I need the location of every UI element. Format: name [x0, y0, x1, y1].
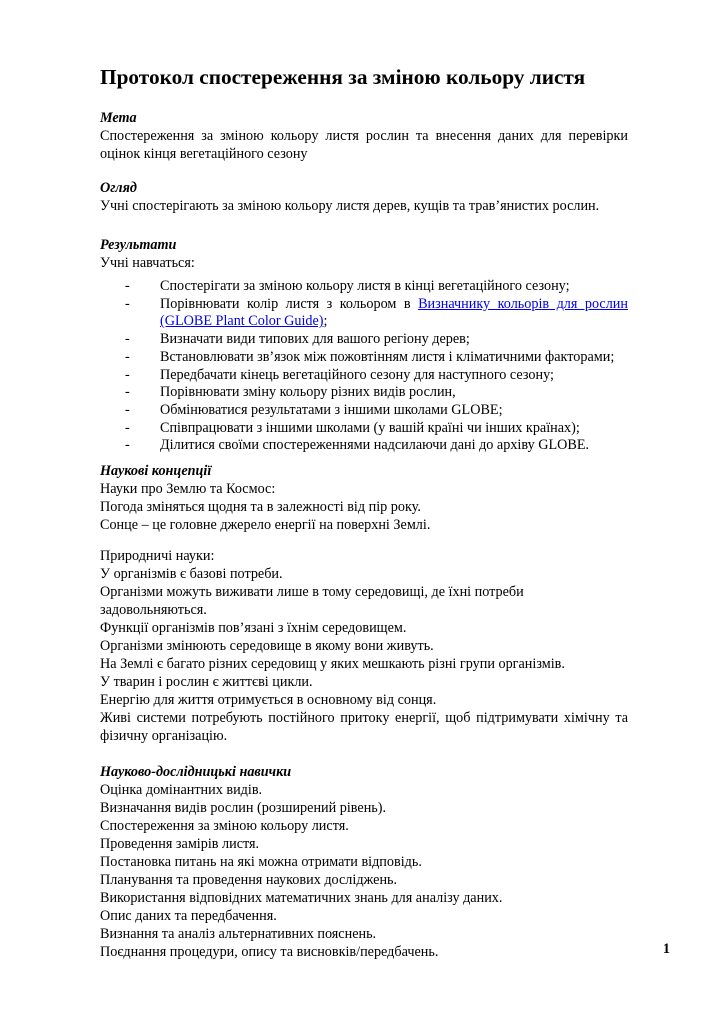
list-item: [100, 349, 628, 367]
text-line: На Землі є багато різних середовищ у яких мешкають різні групи організмів.: [100, 656, 565, 673]
bullet-text: Передбачати кінець вегетаційного сезону для наступного сезону;: [160, 366, 554, 383]
bullet-text: Співпрацювати з іншими школами (у вашій країні чи інших країнах);: [160, 419, 580, 436]
life-science-label: Природничі науки:: [100, 548, 215, 565]
bullet-marker: -: [125, 437, 130, 454]
text-line: Проведення замірів листя.: [100, 836, 260, 853]
bullet-text: Обмінюватися результатами з іншими школами GLOBE;: [160, 401, 503, 418]
bullet-text: Порівнювати зміну кольору різних видів рослин,: [160, 384, 456, 401]
text-line: Опис даних та передбачення.: [100, 908, 277, 925]
text-line: Планування та проведення наукових досліджень.: [100, 872, 398, 889]
bullet-marker: -: [125, 295, 130, 312]
text-line: Поєднання процедури, опису та висновків/передбачень.: [100, 944, 439, 961]
list-item: [100, 296, 628, 331]
results-list: [100, 278, 628, 455]
list-item: [100, 402, 628, 420]
bullet-text: Визначати види типових для вашого регіону дерев;: [160, 331, 470, 348]
section-heading-overview: Огляд: [100, 180, 137, 196]
list-item: [100, 278, 628, 296]
bullet-marker: -: [125, 278, 130, 294]
list-item: [100, 384, 628, 402]
text-line: Використання відповідних математичних знань для аналізу даних.: [100, 890, 503, 907]
text-line: Енергію для життя отримується в основному від сонця.: [100, 692, 437, 709]
bullet-text: [160, 296, 628, 331]
bullet-marker: -: [125, 331, 130, 348]
list-item: [100, 367, 628, 385]
text-line: Сонце – це головне джерело енергії на поверхні Землі.: [100, 517, 431, 534]
text-line: У тварин і рослин є життєві цикли.: [100, 674, 313, 691]
overview-paragraph: Учні спостерігають за зміною кольору листя дерев, кущів та трав’янистих рослин.: [100, 198, 600, 214]
text-line: Оцінка домінантних видів.: [100, 782, 263, 799]
document-content: [100, 64, 628, 961]
text-line: Визначання видів рослин (розширений рівень).: [100, 800, 387, 817]
meta-paragraph: Спостереження за зміною кольору листя рослин та внесення даних для перевірки оцінок кінця вегетаційного сезону: [100, 128, 628, 162]
text-line: Спостереження за зміною кольору листя.: [100, 818, 349, 835]
text-line: Організми можуть виживати лише в тому середовищі, де їхні потреби задовольняються.: [100, 584, 524, 619]
text-line: Постановка питань на які можна отримати відповідь.: [100, 854, 422, 871]
text-line: Погода зміняться щодня та в залежності від пір року.: [100, 499, 421, 516]
text-line: Організми змінюють середовище в якому вони живуть.: [100, 638, 434, 655]
bullet-text-pre: Порівнювати колір листя з кольором в: [160, 295, 419, 312]
page-number: 1: [662, 941, 670, 957]
section-heading-meta: Мета: [100, 110, 137, 126]
text-line: Визнання та аналіз альтернативних пояснень.: [100, 926, 377, 943]
bullet-text-post: ;: [323, 313, 328, 330]
list-item: [100, 437, 628, 455]
bullet-text: Спостерігати за зміною кольору листя в кінці вегетаційного сезону;: [160, 278, 570, 294]
bullet-marker: -: [125, 401, 130, 418]
life-science-closing: Живі системи потребують постійного притоку енергії, щоб підтримувати хімічну та фізичну організацію.: [100, 710, 628, 745]
bullet-marker: -: [125, 384, 130, 401]
text-line: Функції організмів пов’язані з їхнім середовищем.: [100, 620, 407, 637]
bullet-marker: -: [125, 348, 130, 365]
earth-space-label: Науки про Землю та Космос:: [100, 481, 276, 498]
section-heading-science-concepts: Наукові концепції: [100, 463, 212, 480]
bullet-marker: -: [125, 366, 130, 383]
bullet-marker: -: [125, 419, 130, 436]
plant-color-guide-link[interactable]: Визначнику кольорів для рослин (GLOBE Plant Color Guide): [160, 295, 628, 330]
bullet-text: Встановлювати зв’язок між пожовтінням листя і кліматичними факторами;: [160, 348, 615, 365]
bullet-text: Ділитися своїми спостереженнями надсилаючи дані до архіву GLOBE.: [160, 437, 590, 454]
document-title: Протокол спостереження за зміною кольору листя: [100, 65, 586, 89]
section-heading-results: Результати: [100, 237, 177, 253]
list-item: [100, 331, 628, 349]
text-line: У організмів є базові потреби.: [100, 566, 283, 583]
results-intro: Учні навчаться:: [100, 255, 195, 271]
section-heading-inquiry-skills: Науково-дослідницькі навички: [100, 764, 292, 781]
list-item: [100, 420, 628, 438]
